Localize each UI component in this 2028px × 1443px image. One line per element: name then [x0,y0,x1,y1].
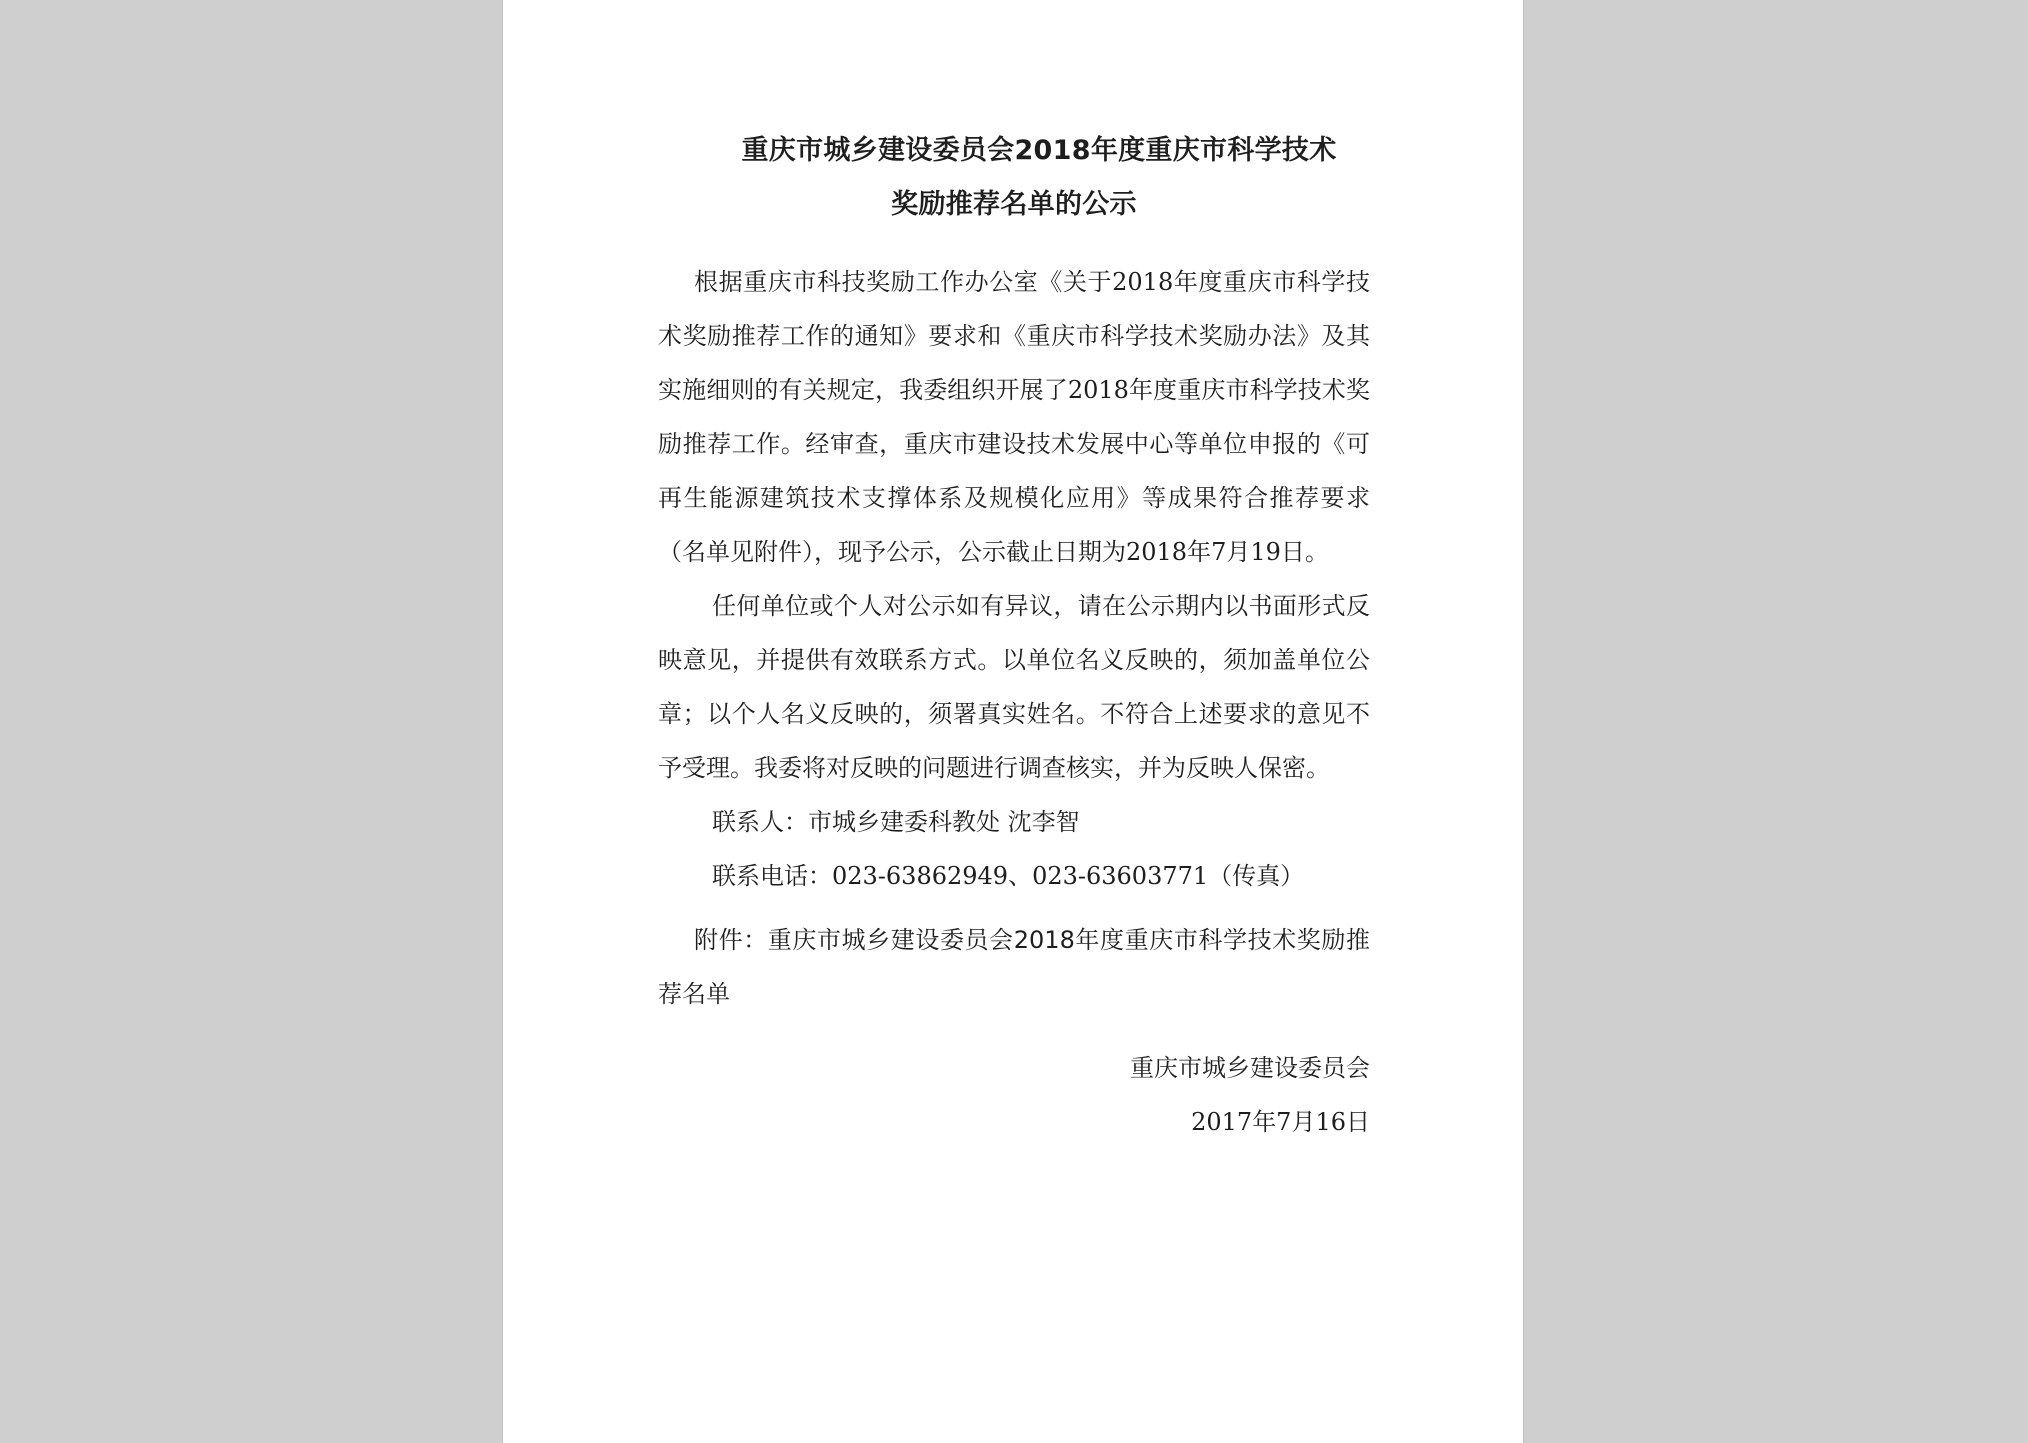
contact-person: 联系人：市城乡建委科教处 沈李智 [712,808,1080,836]
title-line-1: 重庆市城乡建设委员会2018年度重庆市科学技术 [741,135,1337,166]
body-paragraph-1: 根据重庆市科技奖励工作办公室《关于2018年度重庆市科学技术奖励推荐工作的通知》要求和《重庆市科学技术奖励办法》及其实施细则的有关规定，我委组织开展了2018年度重庆市科学技术奖励推荐工作。经审查，重庆市建设技术发展中心等单位申报的《可再生能源建筑技术支撑体系及规模化应用》等成果符合推荐要求（名单见附件），现予公示，公示截止日期为2018年7月19日。 [658,268,1370,566]
title-spacer [658,232,1370,255]
signature-block [658,1041,1370,1149]
contact-phone: 联系电话：023-63862949、023-63603771（传真） [712,862,1305,890]
body-paragraph-2: 任何单位或个人对公示如有异议，请在公示期内以书面形式反映意见，并提供有效联系方式。以单位名义反映的，须加盖单位公章；以个人名义反映的，须署真实姓名。不符合上述要求的意见不予受理。我委将对反映的问题进行调查核实，并为反映人保密。 [658,592,1370,782]
signature-organization: 重庆市城乡建设委员会 [1130,1054,1370,1082]
attachment-note: 附件：重庆市城乡建设委员会2018年度重庆市科学技术奖励推荐名单 [658,926,1370,1008]
document-page [503,0,1523,1443]
signature-date: 2017年7月16日 [1191,1108,1370,1136]
title-line-2: 奖励推荐名单的公示 [891,189,1137,220]
page-content [658,124,1370,1149]
